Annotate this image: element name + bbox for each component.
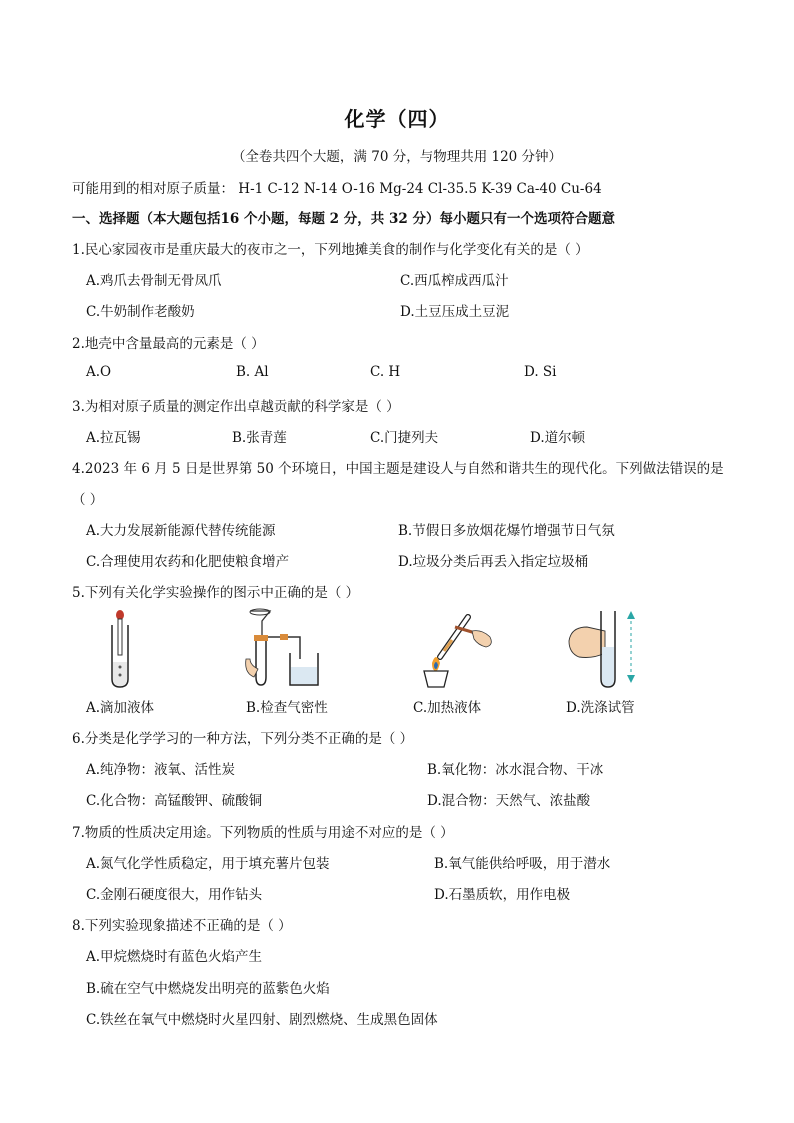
question-7-option-b: B.氧气能供给呼吸，用于潜水	[434, 856, 611, 872]
question-3-option-d: D.道尔顿	[530, 430, 586, 446]
question-4-stem: 4.2023 年 6 月 5 日是世界第 50 个环境日，中国主题是建设人与自然和谐共生的现代化。下列做法错误的是	[72, 461, 724, 477]
question-2-option-a: A.O	[86, 364, 112, 380]
question-1-option-c: C.西瓜榨成西瓜汁	[400, 273, 509, 289]
washing-test-tube-figure	[565, 607, 645, 689]
question-8-option-a: A.甲烷燃烧时有蓝色火焰产生	[86, 949, 263, 965]
question-3-option-b: B.张青莲	[232, 430, 287, 446]
question-5-stem: 5.下列有关化学实验操作的图示中正确的是（ ）	[72, 585, 360, 601]
question-8-option-c: C.铁丝在氧气中燃烧时火星四射、剧烈燃烧、生成黑色固体	[86, 1012, 438, 1028]
question-4-option-b: B.节假日多放烟花爆竹增强节日气氛	[398, 523, 615, 539]
question-2-stem: 2.地壳中含量最高的元素是（ ）	[72, 336, 265, 352]
question-8-stem: 8.下列实验现象描述不正确的是（ ）	[72, 918, 292, 934]
question-6-option-c: C.化合物：高锰酸钾、硫酸铜	[86, 793, 263, 809]
question-4-option-c: C.合理使用农药和化肥使粮食增产	[86, 554, 290, 570]
question-5-option-d: D.洗涤试管	[566, 700, 635, 716]
question-7-option-a: A.氮气化学性质稳定，用于填充薯片包装	[86, 856, 330, 872]
section-heading: 一、选择题（本大题包括16 个小题，每题 2 分，共 32 分）每小题只有一个选项符合题意	[72, 211, 615, 227]
question-6-option-b: B.氧化物：冰水混合物、干冰	[427, 762, 604, 778]
question-5-option-c: C.加热液体	[413, 700, 482, 716]
question-7-stem: 7.物质的性质决定用途。下列物质的性质与用途不对应的是（ ）	[72, 825, 454, 841]
question-3-option-c: C.门捷列夫	[370, 430, 439, 446]
question-3-stem: 3.为相对原子质量的测定作出卓越贡献的科学家是（ ）	[72, 399, 400, 415]
question-6-option-d: D.混合物：天然气、浓盐酸	[427, 793, 591, 809]
question-6-option-a: A.纯净物：液氧、活性炭	[86, 762, 236, 778]
question-3-option-a: A.拉瓦锡	[86, 430, 141, 446]
question-5-option-a: A.滴加液体	[86, 700, 155, 716]
question-1-stem: 1.民心家园夜市是重庆最大的夜市之一，下列地摊美食的制作与化学变化有关的是（ ）	[72, 242, 589, 258]
question-4-option-a: A.大力发展新能源代替传统能源	[86, 523, 276, 539]
airtightness-apparatus-figure	[240, 607, 330, 689]
question-8-option-b: B.硫在空气中燃烧发出明亮的蓝紫色火焰	[86, 981, 330, 997]
question-4-option-d: D.垃圾分类后再丢入指定垃圾桶	[398, 554, 589, 570]
atomic-masses: 可能用到的相对原子质量： H-1 C-12 N-14 O-16 Mg-24 Cl-35.5 K-39 Ca-40 Cu-64	[72, 181, 602, 197]
question-7-option-c: C.金刚石硬度很大，用作钻头	[86, 887, 263, 903]
question-1-option-a: A.鸡爪去骨制无骨凤爪	[86, 273, 222, 289]
question-1-option-c2: C.牛奶制作老酸奶	[86, 304, 195, 320]
question-6-stem: 6.分类是化学学习的一种方法，下列分类不正确的是（ ）	[72, 731, 414, 747]
question-2-option-b: B. Al	[236, 364, 269, 380]
question-2-option-d: D. Si	[524, 364, 557, 380]
page-title: 化学（四）	[344, 107, 450, 131]
heating-liquid-figure	[410, 607, 500, 689]
dropper-test-tube-figure	[100, 607, 140, 689]
question-2-option-c: C. H	[370, 364, 401, 380]
question-7-option-d: D.石墨质软，用作电极	[434, 887, 571, 903]
question-1-option-d: D.土豆压成土豆泥	[400, 304, 510, 320]
page-subtitle: （全卷共四个大题，满 70 分，与物理共用 120 分钟）	[231, 149, 563, 165]
question-4-stem-cont: （ ）	[72, 492, 104, 508]
question-5-option-b: B.检查气密性	[246, 700, 328, 716]
